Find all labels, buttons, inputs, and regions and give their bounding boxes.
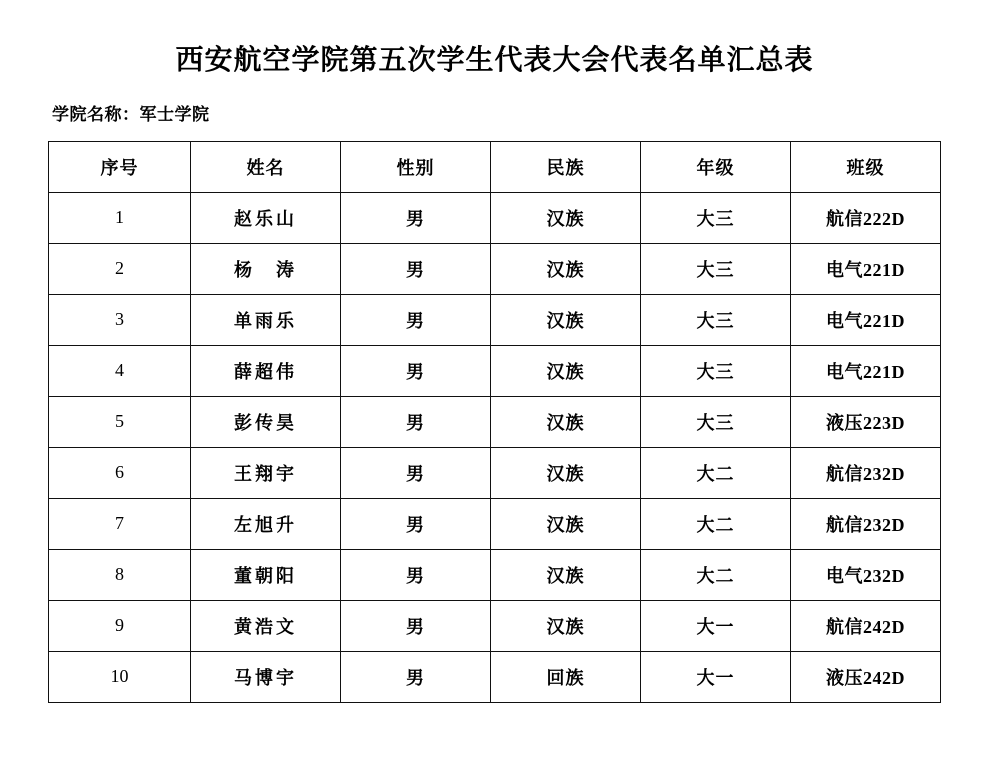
table-row [49, 294, 941, 345]
cell-class: 电气221D [791, 294, 941, 345]
cell-ethnicity: 汉族 [491, 294, 641, 345]
cell-name: 黄浩文 [191, 600, 341, 651]
cell-gender: 男 [341, 549, 491, 600]
college-name-label: 学院名称：军士学院 [52, 104, 210, 124]
cell-grade: 大二 [641, 447, 791, 498]
cell-gender: 男 [341, 651, 491, 702]
cell-class: 航信242D [791, 600, 941, 651]
cell-grade: 大二 [641, 498, 791, 549]
table-row [49, 651, 941, 702]
table-row [49, 345, 941, 396]
cell-name: 彭传昊 [191, 396, 341, 447]
cell-gender: 男 [341, 243, 491, 294]
column-header-index: 序号 [49, 141, 191, 192]
cell-name: 薛超伟 [191, 345, 341, 396]
column-header-name: 姓名 [191, 141, 341, 192]
cell-index: 8 [49, 549, 191, 600]
cell-ethnicity: 汉族 [491, 549, 641, 600]
cell-grade: 大三 [641, 192, 791, 243]
cell-class: 电气221D [791, 243, 941, 294]
cell-class: 电气221D [791, 345, 941, 396]
cell-name: 赵乐山 [191, 192, 341, 243]
cell-gender: 男 [341, 600, 491, 651]
cell-grade: 大三 [641, 243, 791, 294]
cell-ethnicity: 汉族 [491, 600, 641, 651]
table-header-row [49, 141, 941, 192]
cell-index: 9 [49, 600, 191, 651]
cell-grade: 大三 [641, 396, 791, 447]
cell-class: 电气232D [791, 549, 941, 600]
cell-ethnicity: 汉族 [491, 192, 641, 243]
cell-name: 王翔宇 [191, 447, 341, 498]
cell-ethnicity: 汉族 [491, 498, 641, 549]
cell-class: 液压223D [791, 396, 941, 447]
cell-index: 2 [49, 243, 191, 294]
cell-index: 10 [49, 651, 191, 702]
cell-index: 4 [49, 345, 191, 396]
cell-grade: 大三 [641, 294, 791, 345]
column-header-grade: 年级 [641, 141, 791, 192]
cell-name: 左旭升 [191, 498, 341, 549]
cell-name: 单雨乐 [191, 294, 341, 345]
cell-class: 航信232D [791, 498, 941, 549]
table-row [49, 243, 941, 294]
cell-name: 杨 涛 [191, 243, 341, 294]
column-header-class: 班级 [791, 141, 941, 192]
cell-gender: 男 [341, 498, 491, 549]
representative-roster-table [48, 141, 941, 703]
cell-grade: 大一 [641, 651, 791, 702]
cell-name: 马博宇 [191, 651, 341, 702]
table-row [49, 447, 941, 498]
document-page [0, 44, 989, 777]
table-row [49, 498, 941, 549]
cell-index: 6 [49, 447, 191, 498]
page-title: 西安航空学院第五次学生代表大会代表名单汇总表 [175, 45, 814, 76]
cell-index: 3 [49, 294, 191, 345]
cell-name: 董朝阳 [191, 549, 341, 600]
cell-grade: 大二 [641, 549, 791, 600]
cell-class: 航信232D [791, 447, 941, 498]
cell-ethnicity: 汉族 [491, 447, 641, 498]
table-row [49, 396, 941, 447]
cell-gender: 男 [341, 192, 491, 243]
cell-class: 液压242D [791, 651, 941, 702]
cell-grade: 大三 [641, 345, 791, 396]
cell-gender: 男 [341, 294, 491, 345]
cell-index: 5 [49, 396, 191, 447]
cell-ethnicity: 汉族 [491, 243, 641, 294]
cell-class: 航信222D [791, 192, 941, 243]
cell-ethnicity: 回族 [491, 651, 641, 702]
column-header-ethnicity: 民族 [491, 141, 641, 192]
cell-ethnicity: 汉族 [491, 396, 641, 447]
column-header-gender: 性别 [341, 141, 491, 192]
table-row [49, 192, 941, 243]
cell-index: 1 [49, 192, 191, 243]
table-row [49, 549, 941, 600]
cell-ethnicity: 汉族 [491, 345, 641, 396]
table-row [49, 600, 941, 651]
cell-gender: 男 [341, 396, 491, 447]
cell-index: 7 [49, 498, 191, 549]
cell-gender: 男 [341, 345, 491, 396]
cell-gender: 男 [341, 447, 491, 498]
cell-grade: 大一 [641, 600, 791, 651]
